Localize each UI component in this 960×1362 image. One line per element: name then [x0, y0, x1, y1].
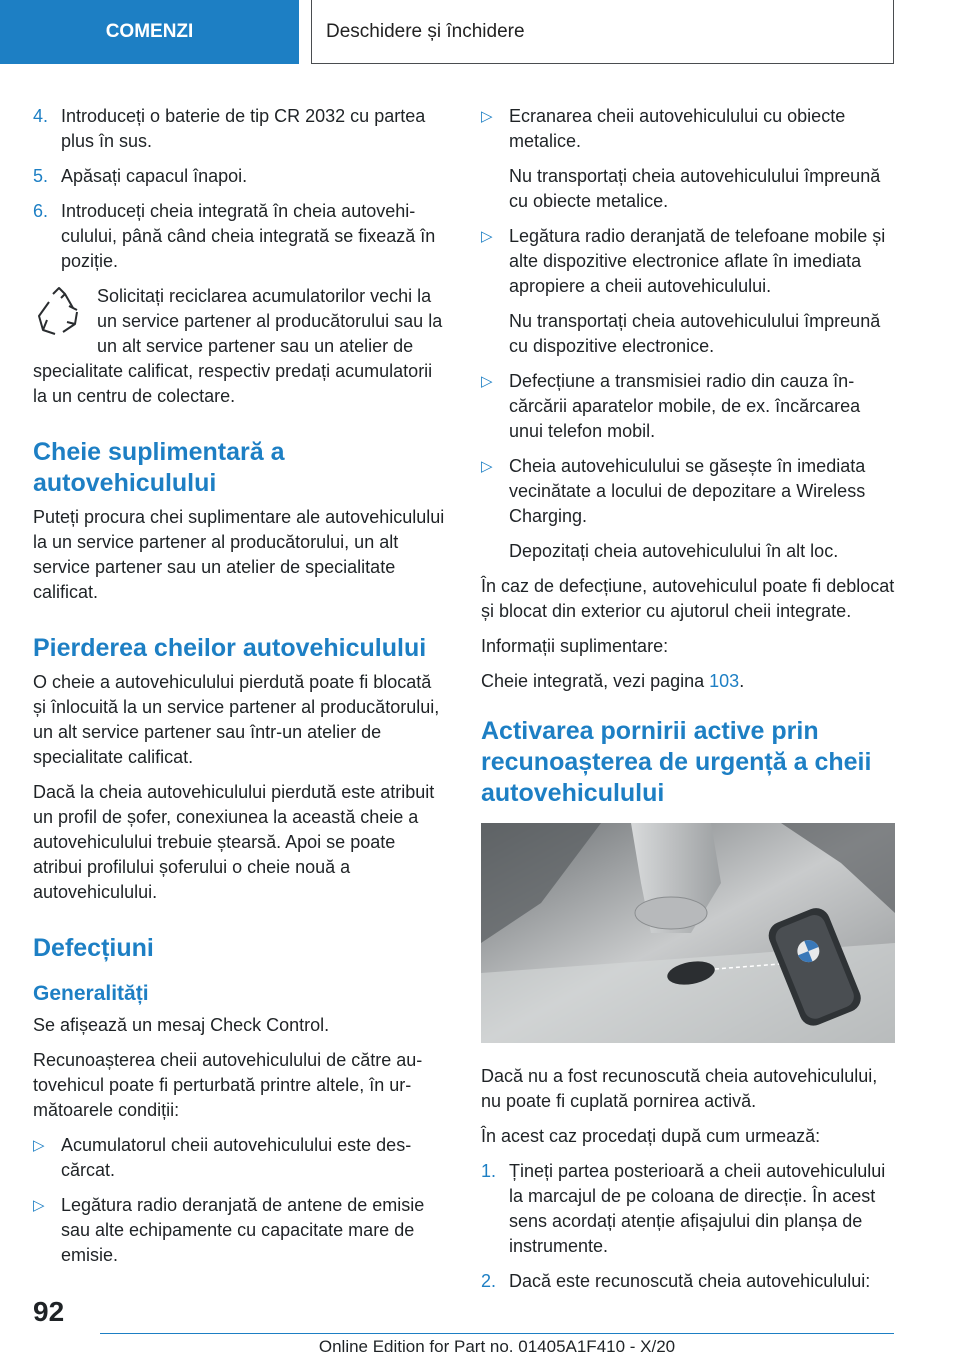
bullet-item [481, 104, 895, 154]
heading-emergency-detection: Activarea pornirii active prin recunoașterea de urgență a cheii autovehiculului [481, 717, 872, 807]
reference-end: . [739, 671, 745, 691]
bullet-text: Legătura radio deranjată de telefoane mobile și alte dispozitive electronice aflate în imediata apropiere a cheii autovehiculului. [509, 226, 886, 296]
heading-spare-key: Cheie suplimentară a autovehiculului [33, 438, 285, 497]
triangle-bullet-icon: ▷ [481, 373, 493, 390]
step-number: 4. [33, 106, 49, 126]
step-number: 1. [481, 1161, 497, 1181]
step-text: Introduceți cheia integrată în cheia autovehiculului, până când cheia integrată se fixează în poziție. [61, 201, 436, 271]
paragraph [481, 669, 895, 694]
bullet-item [481, 224, 895, 299]
footer-edition: Online Edition for Part no. 01405A1F410 - X/20 [318, 1337, 676, 1356]
bullet-text: Defecțiune a transmisiei radio din cauza încărcării aparatelor mobile, de ex. încărcarea unui telefon mobil. [509, 371, 861, 441]
bullet-text: Ecranarea cheii autovehiculului cu obiecte metalice. [509, 106, 846, 151]
step-item [481, 1159, 895, 1259]
paragraph: Recunoașterea cheii autovehiculului de către autovehicul poate fi perturbată printre altele, în următoarele condiții: [33, 1050, 423, 1120]
bullet-item [481, 369, 895, 444]
paragraph: Se afișează un mesaj Check Control. [33, 1015, 330, 1035]
step-item [33, 104, 447, 154]
paragraph: Dacă nu a fost recunoscută cheia autovehiculului, nu poate fi cuplată pornirea activă. [481, 1066, 878, 1111]
paragraph: Informații suplimentare: [481, 636, 669, 656]
bullet-item [33, 1133, 447, 1183]
recycle-note [33, 284, 447, 409]
right-column [481, 104, 895, 1304]
recycle-icon [33, 284, 85, 342]
heading-faults: Defecțiuni [33, 934, 154, 962]
step-item [33, 199, 447, 274]
bullet-subtext: Depozitați cheia autovehiculului în alt loc. [509, 541, 839, 561]
bullet-item [481, 454, 895, 529]
paragraph: În acest caz procedați după cum urmează: [481, 1126, 821, 1146]
bullet-text: Legătura radio deranjată de antene de emisie sau alte echipamente cu capacitate mare de emisie. [61, 1195, 425, 1265]
step-number: 6. [33, 201, 49, 221]
bullet-text: Acumulatorul cheii autovehiculului este descărcat. [61, 1135, 412, 1180]
heading-general: Generalități [33, 982, 149, 1005]
chapter-title-text: Deschidere și închidere [326, 20, 525, 42]
step-item [481, 1269, 895, 1294]
bullet-text: Cheia autovehiculului se găsește în imediata vecinătate a locului de depozitare a Wireless Charging. [509, 456, 866, 526]
heading-lost-keys: Pierderea cheilor autovehiculului [33, 634, 427, 662]
chapter-title [311, 0, 894, 64]
footer-divider [100, 1333, 894, 1334]
triangle-bullet-icon: ▷ [481, 458, 493, 475]
paragraph: Puteți procura chei suplimentare ale autovehiculului la un service partener al producătorului, un alt service partener sau un atelier de specialitate calificat. [33, 507, 445, 602]
bullet-subtext: Nu transportați cheia autovehiculului împreună cu obiecte metalice. [509, 166, 881, 211]
bullet-item [33, 1193, 447, 1268]
paragraph: Dacă la cheia autovehiculului pierdută este atribuit un profil de șofer, conexiunea la această cheie a autovehiculului trebuie ștearsă. Apoi se poate atribui profilului șoferului o cheie nouă a autovehiculului. [33, 782, 435, 902]
triangle-bullet-icon: ▷ [33, 1197, 45, 1214]
paragraph: În caz de defecțiune, autovehiculul poate fi deblocat și blocat din exterior cu ajutorul cheii integrate. [481, 576, 895, 621]
steering-column-key-photo [481, 823, 895, 1043]
step-number: 2. [481, 1271, 497, 1291]
triangle-bullet-icon: ▷ [481, 228, 493, 245]
reference-text: Cheie integrată, vezi pagina [481, 671, 710, 691]
triangle-bullet-icon: ▷ [481, 108, 493, 125]
step-text: Dacă este recunoscută cheia autovehiculului: [509, 1271, 871, 1291]
step-text: Țineți partea posterioară a cheii autovehiculului la marcajul de pe coloana de direcție. În acest sens acordați atenție afișajului din planșa de instrumente. [509, 1161, 886, 1256]
recycle-note-text: Solicitați reciclarea acumulatorilor vechi la un service partener al producătorului sau la un alt service partener sau un atelier de specialitate calificat, respectiv predați acumulatorii la un centru de colectare. [33, 286, 443, 406]
page-link[interactable]: 103 [709, 671, 740, 691]
bullet-subtext: Nu transportați cheia autovehiculului împreună cu dispozitive electronice. [509, 311, 881, 356]
step-item [33, 164, 447, 189]
step-text: Apăsați capacul înapoi. [61, 166, 248, 186]
page-number: 92 [33, 1296, 65, 1327]
triangle-bullet-icon: ▷ [33, 1137, 45, 1154]
left-column [33, 104, 447, 1278]
paragraph: O cheie a autovehiculului pierdută poate fi blocată și înlocuită la un service partener al producătorului, un alt service partener sau într-un atelier de specialitate calificat. [33, 672, 440, 767]
step-text: Introduceți o baterie de tip CR 2032 cu partea plus în sus. [61, 106, 426, 151]
section-tab[interactable]: COMENZI [0, 0, 299, 64]
step-number: 5. [33, 166, 49, 186]
